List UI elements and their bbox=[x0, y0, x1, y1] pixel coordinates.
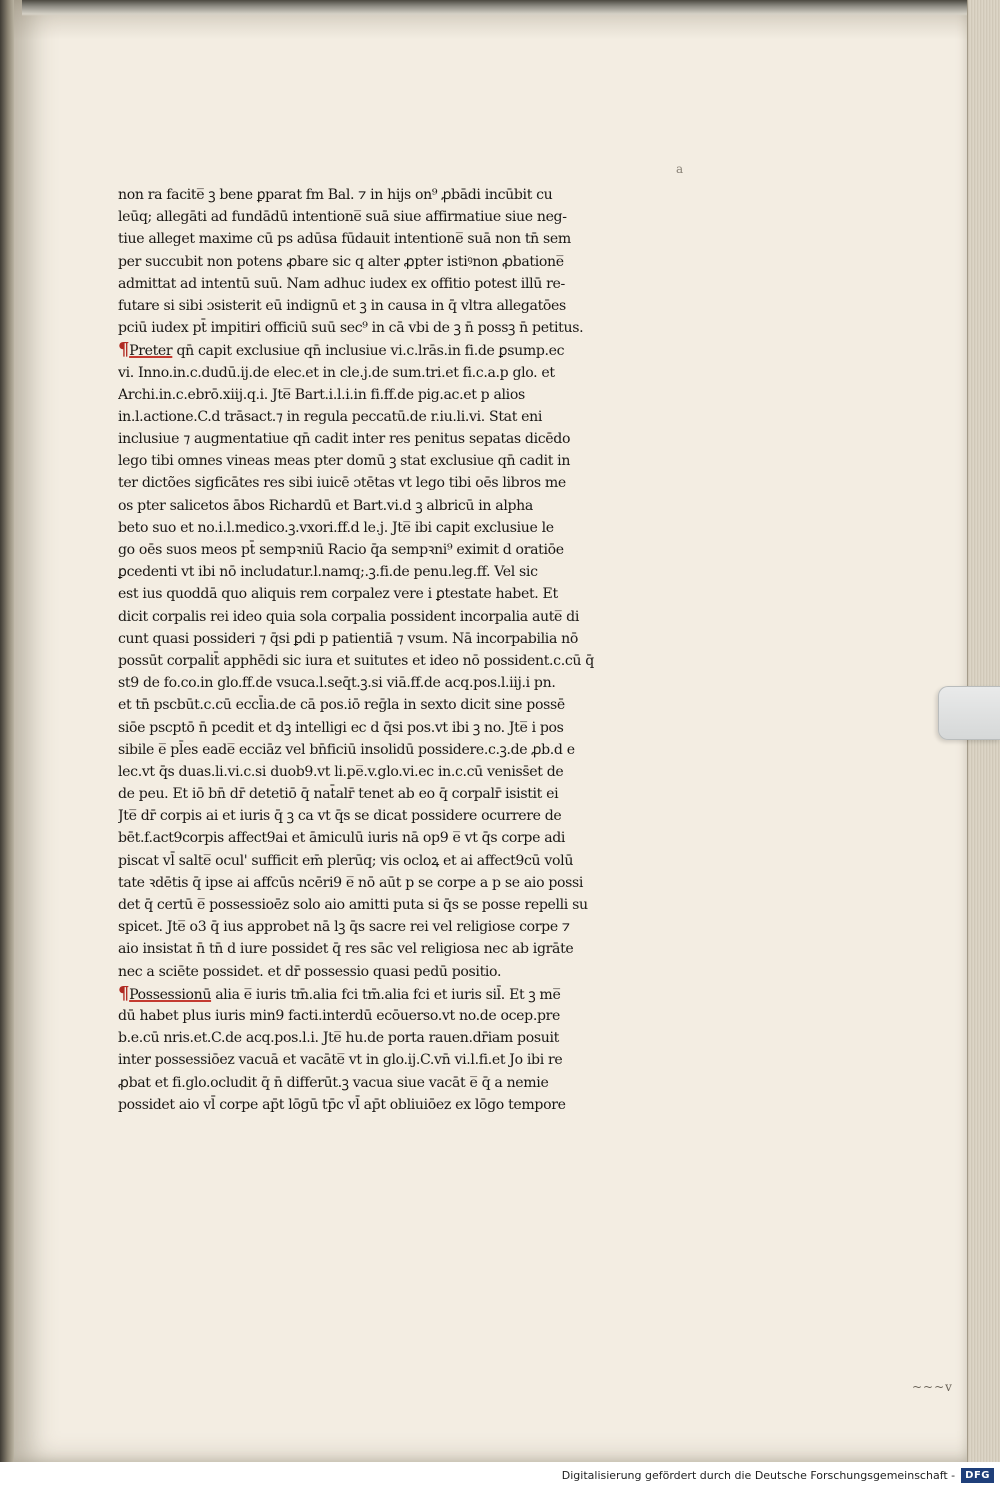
text-line: sibile e̅ pl̄es eade̅ ecciāz vel bn̄ficiū insolidū possidere.c.ꝫ.de ꝓb.d e bbox=[118, 741, 575, 758]
text-line: de peu. Et iō bn̄ dr̄ detetiō q̄ nat̄alr̄ tenet ab eo q̄ corpalr̄ isistit ei bbox=[118, 786, 559, 803]
text-line: pciū iudex pt̄ impitiri officiū suū sec⁹ in cā vbi de ꝫ n̄ possꝫ n̄ petitus. bbox=[118, 320, 584, 337]
text-line: tate ꝛdētis q̄ ipse ai affcūs ncēri9 e̅ nō aūt p se corpe a p se aio possi bbox=[118, 874, 584, 891]
main-text-block bbox=[118, 184, 718, 1116]
rubric-heading: Possessionū bbox=[129, 986, 212, 1003]
text-line: per succubit non potens ꝓbare sic q alter ꝓpter istiꝰnon ꝓbatione̅ bbox=[118, 253, 564, 270]
text-line-rest: qn̄ capit exclusiue qn̄ inclusiue vi.c.lrās.in fi.de ꝑsump.ec bbox=[172, 343, 565, 360]
text-line: admittat ad intentū suū. Nam adhuc iudex ex offitio potest illū re- bbox=[118, 275, 565, 292]
text-line: dū habet plus iuris min9 facti.interdū ecōuerso.vt no.de ocep.pre bbox=[118, 1007, 561, 1024]
paragraph-mark-icon: ¶ bbox=[118, 339, 130, 361]
text-line: in.l.actione.C.d trāsact.⁊ in regula peccatū.de r.iu.li.vi. Stat eni bbox=[118, 408, 543, 425]
text-line: spicet. Jte̅ o3 q̄ ius approbet nā lꝫ q̄s sacre rei vel religiose corpe ⁊ bbox=[118, 919, 570, 936]
text-line: possūt corpalit̄ apphēdi sic iura et suitutes et ideo nō possident.c.cū q̄ bbox=[118, 652, 594, 669]
corner-mark: a bbox=[676, 162, 684, 176]
text-line: inclusiue ⁊ augmentatiue qn̄ cadit inter res penitus sepatas dicēdo bbox=[118, 431, 571, 448]
text-line: vi. Inno.in.c.dudū.ij.de elec.et in cle.j.de sum.tri.et fi.c.a.p glo. et bbox=[118, 364, 555, 381]
text-line: est ius quoddā quo aliquis rem corpalez vere i ꝑtestate habet. Et bbox=[118, 586, 558, 603]
text-line: possidet aio vl̄ corpe ap̄t lōgū tp̄c vl̄ ap̄t obliuiōez ex lōgo tempore bbox=[118, 1096, 566, 1113]
text-line-rest: alia e̅ iuris tm̄.alia fci tm̄.alia fci et iuris sil̄. Et ꝫ me̅ bbox=[211, 986, 561, 1003]
text-line: piscat vl̄ salte̅ ocul' sufficit em̄ plerūq; vis ocloꝝ et ai affect9cū volū bbox=[118, 852, 574, 869]
text-line: lego tibi omnes vineas meas pter domū ꝫ stat exclusiue qn̄ cadit in bbox=[118, 453, 571, 470]
text-line: ter dictões sigficātes res sibi iuicē ɔtētas vt lego tibi oēs libros me bbox=[118, 475, 566, 492]
footer-credit-text: Digitalisierung gefördert durch die Deutsche Forschungsgemeinschaft - bbox=[561, 1468, 956, 1482]
text-line: os pter salicetos ābos Richardū et Bart.vi.d ꝫ albricū in alpha bbox=[118, 497, 533, 514]
text-line: aio insistat n̄ tn̄ d iure possidet q̄ res sāc vel religiosa nec ab igrāte bbox=[118, 941, 574, 958]
footer-bar bbox=[0, 1462, 1000, 1488]
text-line: futare si sibi ɔsisterit eū indignū et ꝫ in causa in q̄ vltra allegatōes bbox=[118, 297, 566, 314]
text-line: bēt.f.act9corpis affect9ai et āmiculū iuris nā op9 e̅ vt q̄s corpe adi bbox=[118, 830, 566, 847]
text-line: Jte̅ dr̄ corpis ai et iuris q̄ ꝫ ca vt q̄s se dicat possidere ocurrere de bbox=[118, 808, 562, 825]
paragraph-mark-icon: ¶ bbox=[118, 982, 130, 1004]
text-line: siōe pscptō n̄ pcedit et dꝫ intelligi ec d q̄si pos.vt ibi ꝫ no. Jte̅ i pos bbox=[118, 719, 564, 736]
text-line: go oēs suos meos pt̄ sempꝛniū Racio q̄a sempꝛni⁹ eximit d oratiōe bbox=[118, 542, 564, 558]
bottom-mark: ~~~v bbox=[912, 1380, 953, 1394]
page-tab-marker bbox=[938, 686, 1000, 740]
text-line: ꝑcedenti vt ibi nō includatur.l.namq;.ꝫ.fi.de penu.leg.ff. Vel sic bbox=[118, 564, 538, 581]
text-line: st9 de fo.co.in glo.ff.de vsuca.l.seq̄t.ꝫ.si viā.ff.de acq.pos.l.iij.i pn. bbox=[118, 675, 556, 692]
text-line: dicit corpalis rei ideo quia sola corpalia possident incorpalia aute̅ di bbox=[118, 608, 580, 625]
dfg-logo-icon: DFG bbox=[961, 1468, 994, 1483]
text-line: tiue alleget maxime cū ps adūsa fūdauit intentione̅ suā non tn̄ sem bbox=[118, 231, 571, 248]
text-line: nec a sciēte possidet. et dr̄ possessio quasi pedū positio. bbox=[118, 963, 502, 980]
text-line: et tn̄ pscbūt.c.cū eccl̄ia.de cā pos.iō reḡla in sexto dicit sine possē bbox=[118, 697, 565, 714]
text-line: Archi.in.c.ebrō.xiij.q.i. Jte̅ Bart.i.l.i.in fi.ff.de pig.ac.et p alios bbox=[118, 386, 525, 403]
text-line: beto suo et no.i.l.medico.ꝫ.vxori.ff.d le.j. Jte̅ ibi capit exclusiue le bbox=[118, 519, 554, 536]
text-line: inter possessiōez vacuā et vacāte̅ vt in glo.ij.C.vn̄ vi.l.fi.et Jo ibi re bbox=[118, 1052, 563, 1069]
text-line: cunt quasi possideri ⁊ q̄si ꝑdi p patientiā ⁊ vsum. Nā incorpabilia nō bbox=[118, 630, 578, 647]
text-line bbox=[118, 983, 718, 1005]
text-line: ꝓbat et fi.glo.ocludit q̄ n̄ differūt.ꝫ vacua siue vacāt e̅ q̄ a nemie bbox=[118, 1074, 549, 1091]
text-line: non ra facite̅ ꝫ bene ꝑparat fm Bal. ⁊ in hijs on⁹ ꝓbādi incūbit cu bbox=[118, 187, 553, 203]
text-line: det q̄ certū e̅ possessioēz solo aio amitti puta si q̄s se posse repelli su bbox=[118, 897, 588, 913]
text-line: leūq; allegāti ad fundādū intentione̅ suā siue affirmatiue siue neg- bbox=[118, 209, 567, 226]
text-line: b.e.cū nris.et.C.de acq.pos.l.i. Jte̅ hu.de porta rauen.dr̄iam posuit bbox=[118, 1030, 559, 1047]
text-line bbox=[118, 339, 718, 361]
top-shadow-strip bbox=[22, 0, 972, 16]
rubric-heading: Preter bbox=[129, 343, 173, 360]
text-line: lec.vt q̄s duas.li.vi.c.si duob9.vt li.pe̅.v.glo.vi.ec in.c.cū veniss̄et de bbox=[118, 763, 564, 780]
